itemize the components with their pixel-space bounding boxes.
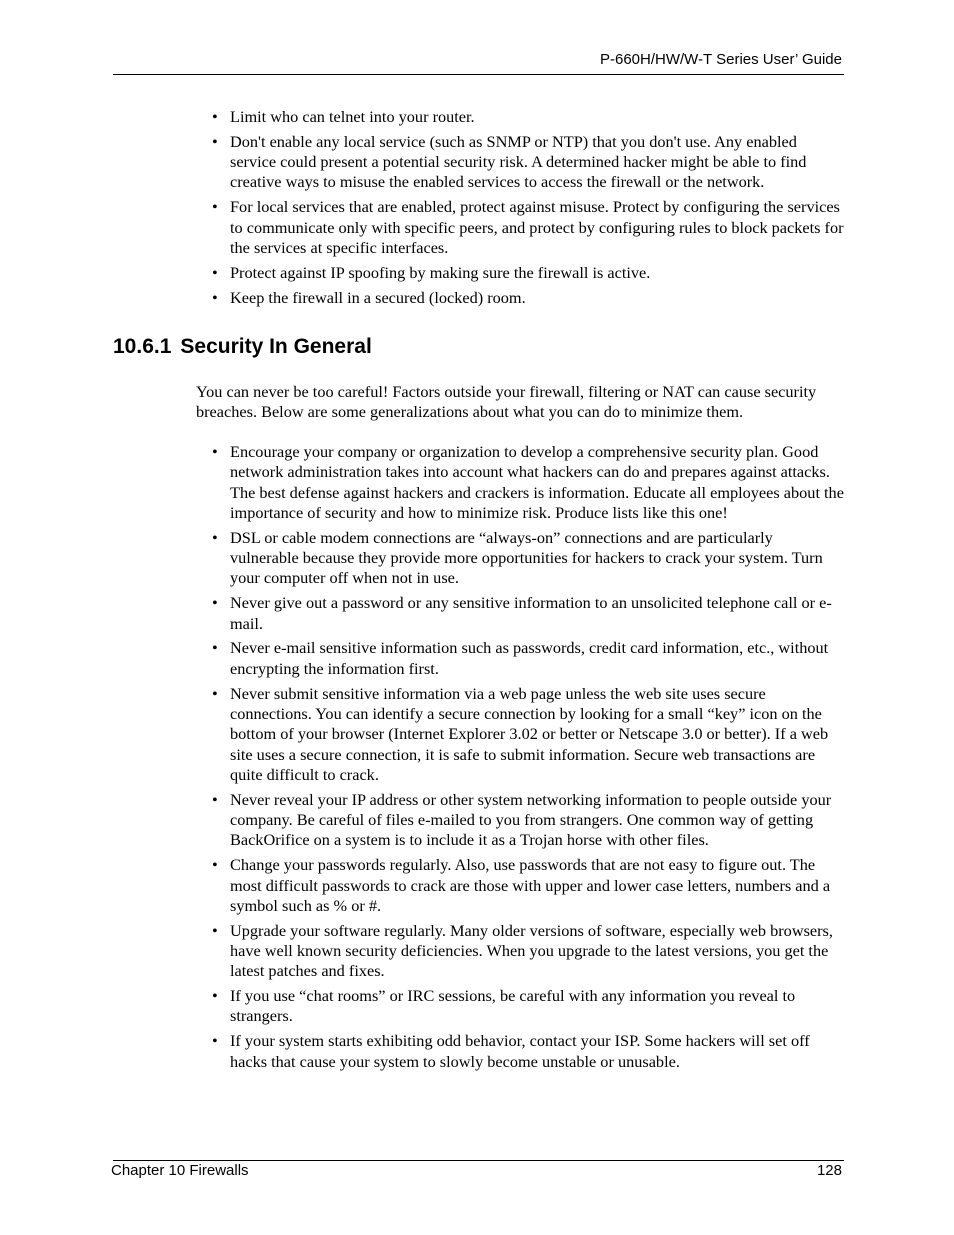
footer-rule xyxy=(113,1160,844,1161)
list-item xyxy=(212,684,844,785)
list-item-text: Upgrade your software regularly. Many older versions of software, especially web browsers, have well known security deficiencies. When you upgrade to the latest versions, you get the latest patches and fixes. xyxy=(230,920,833,981)
section-title: Security In General xyxy=(180,335,372,358)
bullet-marker: • xyxy=(212,789,218,809)
list-item-text: Never submit sensitive information via a web page unless the web site uses secure connections. You can identify a secure connection by looking for a small “key” icon on the bottom of your browser (Internet Explorer 3.02 or better or Netscape 3.0 or better). If a web site uses a secure connection, it is safe to submit information. Secure web transactions are quite difficult to crack. xyxy=(230,683,829,784)
list-item xyxy=(212,790,844,851)
security-tips-list xyxy=(212,442,844,1077)
list-item xyxy=(212,921,844,982)
bullet-marker: • xyxy=(212,287,218,307)
list-item-text: If your system starts exhibiting odd behavior, contact your ISP. Some hackers will set off hacks that cause your system to slowly become unstable or unusable. xyxy=(230,1031,810,1071)
list-item xyxy=(212,986,844,1027)
header-rule xyxy=(113,74,844,75)
top-bullet-list xyxy=(212,107,844,313)
bullet-marker: • xyxy=(212,197,218,217)
bullet-marker: • xyxy=(212,683,218,703)
section-intro: You can never be too careful! Factors outside your firewall, filtering or NAT can cause security breaches. Below are some generalizations about what you can do to minimize them. xyxy=(196,382,817,422)
list-item-text: Keep the firewall in a secured (locked) room. xyxy=(230,287,526,307)
bullet-marker: • xyxy=(212,442,218,461)
list-item-text: Encourage your company or organization to develop a comprehensive security plan. Good network administration takes into account what hackers can do and prepares against attacks. The best defense against hackers and crackers is information. Educate all employees about the importance of security and how to minimize risk. Produce lists like this one! xyxy=(230,442,844,522)
bullet-marker: • xyxy=(212,131,218,151)
list-item-text: If you use “chat rooms” or IRC sessions, be careful with any information you reveal to strangers. xyxy=(230,986,796,1026)
list-item xyxy=(212,1031,844,1072)
list-item-text: Never reveal your IP address or other system networking information to people outside your company. Be careful of files e-mailed to you from strangers. One common way of getting BackOrifice on a system is to include it as a Trojan horse with other files. xyxy=(230,789,832,850)
list-item xyxy=(212,107,844,127)
chapter-label: Chapter 10 Firewalls xyxy=(111,1162,249,1179)
list-item-text: DSL or cable modem connections are “always-on” connections and are particularly vulnerable because they provide more opportunities for hackers to crack your system. Turn your computer off when not in use. xyxy=(230,527,823,588)
section-number: 10.6.1 xyxy=(113,335,172,358)
list-item xyxy=(212,197,844,258)
list-item-text: Change your passwords regularly. Also, use passwords that are not easy to figure out. The most difficult passwords to crack are those with upper and lower case letters, numbers and a symbol such as % or #. xyxy=(230,855,831,915)
list-item-text: Never give out a password or any sensitive information to an unsolicited telephone call or e-mail. xyxy=(230,593,832,633)
list-item xyxy=(212,132,844,193)
list-item-text: Protect against IP spoofing by making sure the firewall is active. xyxy=(230,262,651,282)
bullet-marker: • xyxy=(212,593,218,613)
list-item xyxy=(212,528,844,589)
bullet-marker: • xyxy=(212,1031,218,1051)
list-item xyxy=(212,442,844,523)
page-number: 128 xyxy=(816,1162,842,1179)
list-item-text: Don't enable any local service (such as SNMP or NTP) that you don't use. Any enabled service could present a potential security risk. A determined hacker might be able to find creative ways to misuse the enabled services to access the firewall or the network. xyxy=(230,131,807,192)
bullet-marker: • xyxy=(212,986,218,1006)
list-item-text: Limit who can telnet into your router. xyxy=(230,107,475,126)
list-item xyxy=(212,638,844,679)
bullet-marker: • xyxy=(212,638,218,658)
bullet-marker: • xyxy=(212,527,218,547)
list-item xyxy=(212,263,844,283)
bullet-marker: • xyxy=(212,920,218,940)
document-title: P-660H/HW/W-T Series User’ Guide xyxy=(599,51,842,68)
list-item xyxy=(212,855,844,916)
section-heading xyxy=(113,334,372,360)
bullet-marker: • xyxy=(212,855,218,875)
bullet-marker: • xyxy=(212,262,218,282)
list-item xyxy=(212,593,844,634)
list-item xyxy=(212,288,844,308)
list-item-text: For local services that are enabled, protect against misuse. Protect by configuring the services to communicate only with specific peers, and protect by configuring rules to block packets for the services at specific interfaces. xyxy=(230,197,844,257)
list-item-text: Never e-mail sensitive information such as passwords, credit card information, etc., without encrypting the information first. xyxy=(230,638,829,678)
bullet-marker: • xyxy=(212,107,218,126)
